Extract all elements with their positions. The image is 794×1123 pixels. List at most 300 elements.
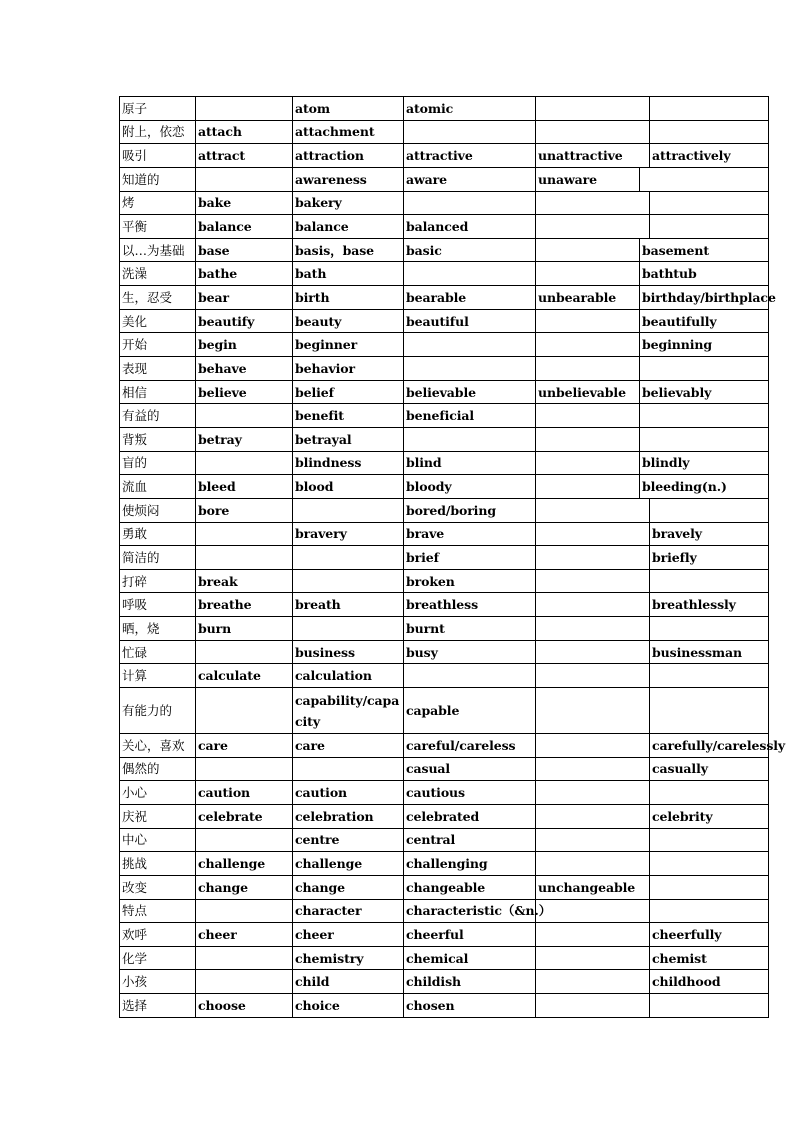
cell-text: 小心 bbox=[122, 785, 148, 801]
word-form-cell bbox=[196, 852, 293, 875]
meaning-cell bbox=[120, 357, 196, 380]
word-form-cell bbox=[293, 381, 404, 404]
cell-text: 烤 bbox=[122, 195, 135, 211]
table-row bbox=[120, 546, 769, 570]
cell-text: carefully/carelessly bbox=[652, 737, 786, 753]
cell-text: bathtub bbox=[642, 266, 697, 282]
cell-text: 洗澡 bbox=[122, 266, 148, 282]
cell-text: 吸引 bbox=[122, 148, 148, 164]
cell-text: businessman bbox=[652, 644, 743, 660]
meaning-cell bbox=[120, 970, 196, 993]
word-form-cell bbox=[650, 121, 769, 144]
word-form-cell bbox=[404, 475, 536, 498]
table-row bbox=[120, 452, 769, 476]
word-form-cell bbox=[650, 970, 769, 993]
cell-text: 开始 bbox=[122, 337, 148, 353]
cell-text: behavior bbox=[295, 360, 356, 376]
cell-text: casually bbox=[652, 761, 708, 777]
cell-text: caution bbox=[295, 785, 348, 801]
cell-text: 挑战 bbox=[122, 856, 148, 872]
word-form-cell bbox=[293, 144, 404, 167]
word-form-cell bbox=[196, 617, 293, 640]
word-form-cell bbox=[650, 688, 769, 733]
cell-text: beginning bbox=[642, 337, 713, 353]
word-form-cell bbox=[536, 168, 640, 191]
cell-text: 有益的 bbox=[122, 408, 160, 424]
cell-text: bearable bbox=[406, 289, 467, 305]
cell-text: attract bbox=[198, 148, 246, 164]
meaning-cell bbox=[120, 758, 196, 781]
word-form-cell bbox=[536, 121, 650, 144]
meaning-cell bbox=[120, 428, 196, 451]
cell-text: 特点 bbox=[122, 903, 148, 919]
word-form-cell bbox=[404, 499, 536, 522]
meaning-cell bbox=[120, 404, 196, 427]
meaning-cell bbox=[120, 947, 196, 970]
word-form-cell bbox=[640, 452, 769, 475]
table-row bbox=[120, 310, 769, 334]
word-form-cell bbox=[196, 452, 293, 475]
cell-text: attractive bbox=[406, 148, 473, 164]
cell-text: changeable bbox=[406, 879, 486, 895]
word-form-cell bbox=[293, 593, 404, 616]
cell-text: bear bbox=[198, 289, 229, 305]
cell-text: 以…为基础 bbox=[122, 242, 185, 258]
word-form-cell bbox=[536, 994, 650, 1017]
word-form-cell bbox=[640, 357, 769, 380]
cell-text: balance bbox=[295, 219, 349, 235]
word-form-cell bbox=[536, 333, 640, 356]
word-form-cell bbox=[640, 381, 769, 404]
word-form-cell bbox=[536, 215, 650, 238]
word-form-cell bbox=[404, 947, 536, 970]
table-row bbox=[120, 239, 769, 263]
word-form-cell bbox=[293, 900, 404, 923]
meaning-cell bbox=[120, 333, 196, 356]
cell-text: beauty bbox=[295, 313, 342, 329]
word-form-cell bbox=[650, 758, 769, 781]
table-row bbox=[120, 970, 769, 994]
meaning-cell bbox=[120, 641, 196, 664]
word-form-cell bbox=[650, 829, 769, 852]
word-form-cell bbox=[536, 664, 650, 687]
word-form-cell bbox=[404, 593, 536, 616]
meaning-cell bbox=[120, 852, 196, 875]
cell-text: choice bbox=[295, 997, 340, 1013]
cell-text: capable bbox=[406, 703, 460, 719]
meaning-cell bbox=[120, 475, 196, 498]
word-form-cell bbox=[196, 310, 293, 333]
meaning-cell bbox=[120, 215, 196, 238]
word-form-cell bbox=[404, 852, 536, 875]
word-form-cell bbox=[196, 404, 293, 427]
word-form-cell bbox=[293, 947, 404, 970]
word-form-cell bbox=[404, 970, 536, 993]
cell-text: burn bbox=[198, 620, 232, 636]
cell-text: blindness bbox=[295, 455, 362, 471]
word-form-cell bbox=[293, 641, 404, 664]
meaning-cell bbox=[120, 381, 196, 404]
word-form-cell bbox=[196, 829, 293, 852]
meaning-cell bbox=[120, 570, 196, 593]
cell-text: chosen bbox=[406, 997, 455, 1013]
cell-text: 知道的 bbox=[122, 171, 160, 187]
word-form-cell bbox=[650, 617, 769, 640]
cell-text: character bbox=[295, 903, 362, 919]
cell-text: celebrate bbox=[198, 808, 263, 824]
meaning-cell bbox=[120, 97, 196, 120]
word-form-cell bbox=[536, 499, 650, 522]
table-row bbox=[120, 475, 769, 499]
word-form-cell bbox=[404, 381, 536, 404]
cell-text: betray bbox=[198, 431, 242, 447]
word-form-cell bbox=[196, 994, 293, 1017]
word-form-cell bbox=[293, 333, 404, 356]
word-form-cell bbox=[536, 947, 650, 970]
word-form-cell bbox=[650, 852, 769, 875]
word-form-cell bbox=[640, 475, 769, 498]
table-row bbox=[120, 947, 769, 971]
cell-text: cheer bbox=[198, 926, 237, 942]
word-form-cell bbox=[293, 404, 404, 427]
cell-text: blindly bbox=[642, 455, 690, 471]
word-form-cell bbox=[293, 970, 404, 993]
cell-text: 选择 bbox=[122, 997, 148, 1013]
word-form-cell bbox=[650, 546, 769, 569]
cell-text: 化学 bbox=[122, 950, 148, 966]
word-form-cell bbox=[196, 262, 293, 285]
cell-text: celebrated bbox=[406, 808, 480, 824]
word-form-cell bbox=[404, 452, 536, 475]
word-form-cell bbox=[196, 333, 293, 356]
cell-text: bored/boring bbox=[406, 502, 496, 518]
table-row bbox=[120, 168, 769, 192]
cell-text: begin bbox=[198, 337, 237, 353]
word-form-cell bbox=[404, 546, 536, 569]
cell-text: basis，base bbox=[295, 242, 374, 258]
word-form-cell bbox=[196, 781, 293, 804]
word-form-cell bbox=[293, 452, 404, 475]
table-row bbox=[120, 994, 769, 1018]
word-form-cell bbox=[404, 310, 536, 333]
cell-text: unbelievable bbox=[538, 384, 626, 400]
word-form-cell bbox=[196, 593, 293, 616]
word-form-cell bbox=[650, 805, 769, 828]
table-row bbox=[120, 900, 769, 924]
meaning-cell bbox=[120, 121, 196, 144]
word-form-cell bbox=[196, 664, 293, 687]
cell-text: beautify bbox=[198, 313, 255, 329]
cell-text: careful/careless bbox=[406, 737, 516, 753]
word-form-cell bbox=[196, 970, 293, 993]
word-form-cell bbox=[640, 404, 769, 427]
word-form-cell bbox=[196, 381, 293, 404]
word-form-cell bbox=[404, 262, 536, 285]
cell-text: birth bbox=[295, 289, 330, 305]
word-form-cell bbox=[293, 876, 404, 899]
word-form-cell bbox=[650, 641, 769, 664]
cell-text: 简洁的 bbox=[122, 549, 160, 565]
word-form-cell bbox=[293, 781, 404, 804]
table-row bbox=[120, 144, 769, 168]
word-form-cell bbox=[293, 262, 404, 285]
cell-text: 偶然的 bbox=[122, 761, 160, 777]
meaning-cell bbox=[120, 192, 196, 215]
cell-text: blind bbox=[406, 455, 442, 471]
word-form-cell bbox=[536, 923, 650, 946]
word-form-cell bbox=[640, 239, 769, 262]
cell-text: bleed bbox=[198, 479, 236, 495]
cell-text: capability/capacity bbox=[295, 692, 400, 729]
cell-text: awareness bbox=[295, 171, 367, 187]
word-form-cell bbox=[196, 357, 293, 380]
word-form-cell bbox=[536, 641, 650, 664]
meaning-cell bbox=[120, 805, 196, 828]
word-form-cell bbox=[293, 239, 404, 262]
cell-text: bathe bbox=[198, 266, 238, 282]
word-form-cell bbox=[536, 734, 650, 757]
cell-text: cheer bbox=[295, 926, 334, 942]
cell-text: broken bbox=[406, 573, 455, 589]
word-form-cell bbox=[650, 192, 769, 215]
word-form-cell bbox=[650, 900, 769, 923]
word-form-cell bbox=[536, 829, 650, 852]
cell-text: basement bbox=[642, 242, 710, 258]
table-row bbox=[120, 593, 769, 617]
cell-text: childhood bbox=[652, 974, 721, 990]
meaning-cell bbox=[120, 499, 196, 522]
table-row bbox=[120, 829, 769, 853]
word-form-cell bbox=[196, 734, 293, 757]
word-form-cell bbox=[404, 781, 536, 804]
word-form-cell bbox=[404, 923, 536, 946]
table-row bbox=[120, 499, 769, 523]
word-form-cell bbox=[293, 428, 404, 451]
word-form-cell bbox=[650, 923, 769, 946]
word-form-cell bbox=[650, 994, 769, 1017]
cell-text: beautifully bbox=[642, 313, 717, 329]
word-form-cell bbox=[650, 144, 769, 167]
cell-text: casual bbox=[406, 761, 451, 777]
word-form-cell bbox=[536, 310, 640, 333]
cell-text: attractively bbox=[652, 148, 731, 164]
word-form-cell bbox=[196, 900, 293, 923]
cell-text: unattractive bbox=[538, 148, 623, 164]
meaning-cell bbox=[120, 310, 196, 333]
table-row bbox=[120, 758, 769, 782]
cell-text: bakery bbox=[295, 195, 342, 211]
cell-text: bath bbox=[295, 266, 327, 282]
word-form-cell bbox=[650, 664, 769, 687]
word-form-cell bbox=[404, 404, 536, 427]
meaning-cell bbox=[120, 593, 196, 616]
word-form-cell bbox=[196, 876, 293, 899]
cell-text: calculate bbox=[198, 668, 261, 684]
word-form-cell bbox=[536, 593, 650, 616]
table-row bbox=[120, 97, 769, 121]
word-form-cell bbox=[404, 357, 536, 380]
word-form-cell bbox=[640, 333, 769, 356]
table-row bbox=[120, 781, 769, 805]
word-form-cell bbox=[293, 994, 404, 1017]
cell-text: celebration bbox=[295, 808, 374, 824]
cell-text: 相信 bbox=[122, 384, 148, 400]
word-form-cell bbox=[293, 215, 404, 238]
word-form-cell bbox=[404, 97, 536, 120]
meaning-cell bbox=[120, 923, 196, 946]
word-form-cell bbox=[293, 357, 404, 380]
word-form-cell bbox=[536, 239, 640, 262]
word-form-cell bbox=[293, 499, 404, 522]
word-form-cell bbox=[536, 357, 640, 380]
cell-text: blood bbox=[295, 479, 334, 495]
cell-text: central bbox=[406, 832, 456, 848]
word-form-cell bbox=[536, 758, 650, 781]
word-form-cell bbox=[196, 144, 293, 167]
cell-text: atomic bbox=[406, 100, 454, 116]
meaning-cell bbox=[120, 994, 196, 1017]
table-row bbox=[120, 286, 776, 310]
cell-text: burnt bbox=[406, 620, 445, 636]
word-form-cell bbox=[404, 805, 536, 828]
cell-text: betrayal bbox=[295, 431, 352, 447]
cell-text: challenge bbox=[198, 856, 266, 872]
word-form-cell bbox=[196, 758, 293, 781]
table-row bbox=[120, 641, 769, 665]
cell-text: base bbox=[198, 242, 230, 258]
word-form-cell bbox=[293, 923, 404, 946]
meaning-cell bbox=[120, 262, 196, 285]
word-form-cell bbox=[196, 215, 293, 238]
word-form-cell bbox=[196, 641, 293, 664]
cell-text: 小孩 bbox=[122, 974, 148, 990]
word-form-cell bbox=[404, 664, 536, 687]
table-row bbox=[120, 688, 769, 734]
cell-text: attachment bbox=[295, 124, 375, 140]
table-row bbox=[120, 664, 769, 688]
cell-text: 忙碌 bbox=[122, 644, 148, 660]
cell-text: care bbox=[295, 737, 325, 753]
cell-text: calculation bbox=[295, 668, 372, 684]
meaning-cell bbox=[120, 452, 196, 475]
cell-text: chemist bbox=[652, 950, 707, 966]
word-form-cell bbox=[536, 144, 650, 167]
word-form-cell bbox=[404, 641, 536, 664]
word-form-cell bbox=[404, 121, 536, 144]
word-form-cell bbox=[404, 428, 536, 451]
word-form-cell bbox=[293, 688, 404, 733]
cell-text: change bbox=[198, 879, 248, 895]
cell-text: 欢呼 bbox=[122, 926, 148, 942]
meaning-cell bbox=[120, 688, 196, 733]
cell-text: 盲的 bbox=[122, 455, 148, 471]
word-form-cell bbox=[536, 452, 640, 475]
cell-text: brave bbox=[406, 526, 445, 542]
table-row bbox=[120, 381, 769, 405]
word-form-cell bbox=[640, 310, 769, 333]
cell-text: bore bbox=[198, 502, 230, 518]
cell-text: break bbox=[198, 573, 238, 589]
meaning-cell bbox=[120, 523, 196, 546]
word-form-cell bbox=[293, 852, 404, 875]
word-form-cell bbox=[650, 97, 769, 120]
cell-text: basic bbox=[406, 242, 442, 258]
cell-text: 附上，依恋 bbox=[122, 124, 185, 140]
word-form-cell bbox=[640, 428, 769, 451]
word-form-cell bbox=[404, 758, 536, 781]
word-form-cell bbox=[404, 876, 536, 899]
cell-text: bloody bbox=[406, 479, 452, 495]
cell-text: celebrity bbox=[652, 808, 713, 824]
word-form-cell bbox=[404, 734, 536, 757]
word-form-cell bbox=[293, 570, 404, 593]
word-form-cell bbox=[293, 805, 404, 828]
word-form-cell bbox=[196, 192, 293, 215]
cell-text: 背叛 bbox=[122, 431, 148, 447]
cell-text: 庆祝 bbox=[122, 808, 148, 824]
word-form-cell bbox=[196, 947, 293, 970]
word-form-cell bbox=[196, 688, 293, 733]
meaning-cell bbox=[120, 664, 196, 687]
table-row bbox=[120, 734, 786, 758]
cell-text: beneficial bbox=[406, 408, 475, 424]
word-form-cell bbox=[536, 381, 640, 404]
word-form-cell bbox=[293, 758, 404, 781]
cell-text: 改变 bbox=[122, 879, 148, 895]
table-row bbox=[120, 404, 769, 428]
word-form-cell bbox=[293, 664, 404, 687]
cell-text: benefit bbox=[295, 408, 344, 424]
word-form-cell bbox=[640, 286, 776, 309]
cell-text: 流血 bbox=[122, 479, 148, 495]
word-form-cell bbox=[536, 570, 650, 593]
cell-text: 勇敢 bbox=[122, 526, 148, 542]
cell-text: cautious bbox=[406, 785, 465, 801]
cell-text: breathe bbox=[198, 597, 252, 613]
cell-text: 表现 bbox=[122, 360, 148, 376]
cell-text: choose bbox=[198, 997, 246, 1013]
cell-text: 中心 bbox=[122, 832, 148, 848]
cell-text: breath bbox=[295, 597, 341, 613]
table-row bbox=[120, 923, 769, 947]
word-form-cell bbox=[293, 523, 404, 546]
table-row bbox=[120, 262, 769, 286]
cell-text: 生，忍受 bbox=[122, 289, 173, 305]
meaning-cell bbox=[120, 239, 196, 262]
cell-text: bleeding(n.) bbox=[642, 479, 727, 495]
cell-text: breathless bbox=[406, 597, 479, 613]
cell-text: chemical bbox=[406, 950, 469, 966]
word-form-cell bbox=[293, 286, 404, 309]
word-form-cell bbox=[404, 144, 536, 167]
cell-text: cheerful bbox=[406, 926, 464, 942]
table-row bbox=[120, 215, 769, 239]
word-form-cell bbox=[536, 428, 640, 451]
word-form-cell bbox=[404, 570, 536, 593]
cell-text: behave bbox=[198, 360, 247, 376]
cell-text: 原子 bbox=[122, 100, 148, 116]
cell-text: bravely bbox=[652, 526, 702, 542]
table-row bbox=[120, 805, 769, 829]
word-form-cell bbox=[650, 499, 769, 522]
word-form-cell bbox=[196, 428, 293, 451]
cell-text: unbearable bbox=[538, 289, 617, 305]
cell-text: 美化 bbox=[122, 313, 148, 329]
word-form-cell bbox=[536, 970, 650, 993]
word-form-cell bbox=[293, 97, 404, 120]
cell-text: balanced bbox=[406, 219, 469, 235]
word-form-cell bbox=[404, 900, 552, 923]
